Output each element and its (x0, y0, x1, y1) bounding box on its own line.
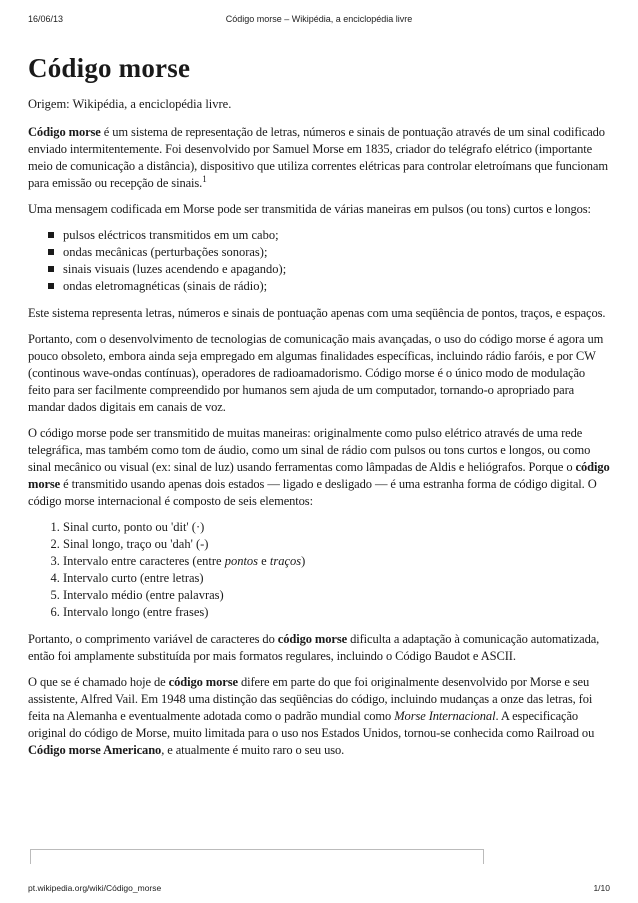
list-item: 5. Intervalo médio (entre palavras) (63, 587, 610, 604)
term-bold: Código morse Americano (28, 743, 162, 757)
list-item: pulsos eléctricos transmitidos em um cabo; (63, 227, 610, 244)
intro-paragraph: Código morse é um sistema de representação de letras, números e sinais de pontuação através de um sinal codificado enviado intermitentemente. Foi desenvolvido por Samuel Morse em 1835, criador do telégrafo elétrico (importante meio de comunicação a distância), dispositivo que utiliza correntes elétricas para controlar eletroímans que funcionam para emissão ou recepção de sinais.$^1$ (28, 125, 608, 190)
list-item: ondas eletromagnéticas (sinais de rádio); (63, 278, 610, 295)
list-item: 4. Intervalo curto (entre letras) (63, 570, 610, 587)
print-date: 16/06/13 (28, 14, 64, 24)
transmission-list (28, 227, 610, 295)
print-footer (28, 883, 610, 895)
paragraph-transmission: Uma mensagem codificada em Morse pode ser transmitida de várias maneiras em pulsos (ou tons) curtos e longos: (28, 202, 591, 216)
paragraph-methods: O código morse pode ser transmitido de muitas maneiras: originalmente como pulso elétrico através de uma rede telegráfica, mas também como tom de áudio, como um sinal de rádio com pulsos ou tons curtos e longos, ou como sinal mecânico ou visual (ex: sinal de luz) usando ferramentas como lâmpadas de Aldis e heliógrafos. Porque o código morse é transmitido usando apenas dois estados — ligado e desligado — é uma estranha forma de código digital. O código morse internacional é composto de seis elementos: (28, 426, 610, 508)
list-item: 6. Intervalo longo (entre frases) (63, 604, 610, 621)
list-item: ondas mecânicas (perturbações sonoras); (63, 244, 610, 261)
term-bold: Código morse (28, 125, 101, 139)
elements-list (28, 519, 610, 621)
term-bold: código morse (168, 675, 238, 689)
content-box-edge (30, 849, 484, 864)
article-origin: Origem: Wikipédia, a enciclopédia livre. (28, 97, 232, 111)
paragraph-usage: Portanto, com o desenvolvimento de tecnologias de comunicação mais avançadas, o uso do código morse é agora um pouco obsoleto, embora ainda seja empregado em algumas finalidades específicas, incluindo rádio faróis, e por CW (continous wave-ondas contínuas), operadores de radioamadorismo. Código morse é o único modo de modulação feito para ser facilmente compreendido por humanos sem ajuda de um computador, tornando-o apropriado para mandar dados digitais em canais de voz. (28, 332, 604, 414)
page-number: 1/10 (593, 883, 610, 893)
paragraph-history: O que se é chamado hoje de código morse difere em parte do que foi originalmente desenvolvido por Morse e seu assistente, Alfred Vail. Em 1948 uma distinção das seqüências do código, incluindo mudanças a onze das letras, foi feita na Alemanha e eventualmente adotada como o padrão mundial como Morse Internacional. A especificação original do código de Morse, muito limitada para o uso nos Estados Unidos, tornou-se conhecida como Railroad ou Código morse Americano, e atualmente é muito raro o seu uso. (28, 675, 595, 757)
list-item: 3. Intervalo entre caracteres (entre pontos e traços) (63, 553, 610, 570)
term-bold: código morse (277, 632, 348, 646)
list-item: 1. Sinal curto, ponto ou 'dit' (·) (63, 519, 610, 536)
paragraph-system: Este sistema representa letras, números e sinais de pontuação apenas com uma seqüência de pontos, traços, e espaços. (28, 306, 606, 320)
paragraph-length: Portanto, o comprimento variável de caracteres do código morse dificulta a adaptação à comunicação automatizada, então foi amplamente substituída por mais formatos regulares, incluindo o Código Baudot e ASCII. (28, 632, 600, 663)
list-item: sinais visuais (luzes acendendo e apagando); (63, 261, 610, 278)
term-bold: código morse (28, 460, 610, 491)
page-title: Código morse (28, 53, 191, 83)
print-title: Código morse – Wikipédia, a enciclopédia livre (225, 14, 413, 24)
list-item: 2. Sinal longo, traço ou 'dah' (-) (63, 536, 610, 553)
article-content (28, 52, 610, 768)
print-header (28, 14, 610, 28)
reference-link[interactable]: 1 (202, 173, 207, 184)
page-url: pt.wikipedia.org/wiki/Código_morse (28, 883, 162, 893)
